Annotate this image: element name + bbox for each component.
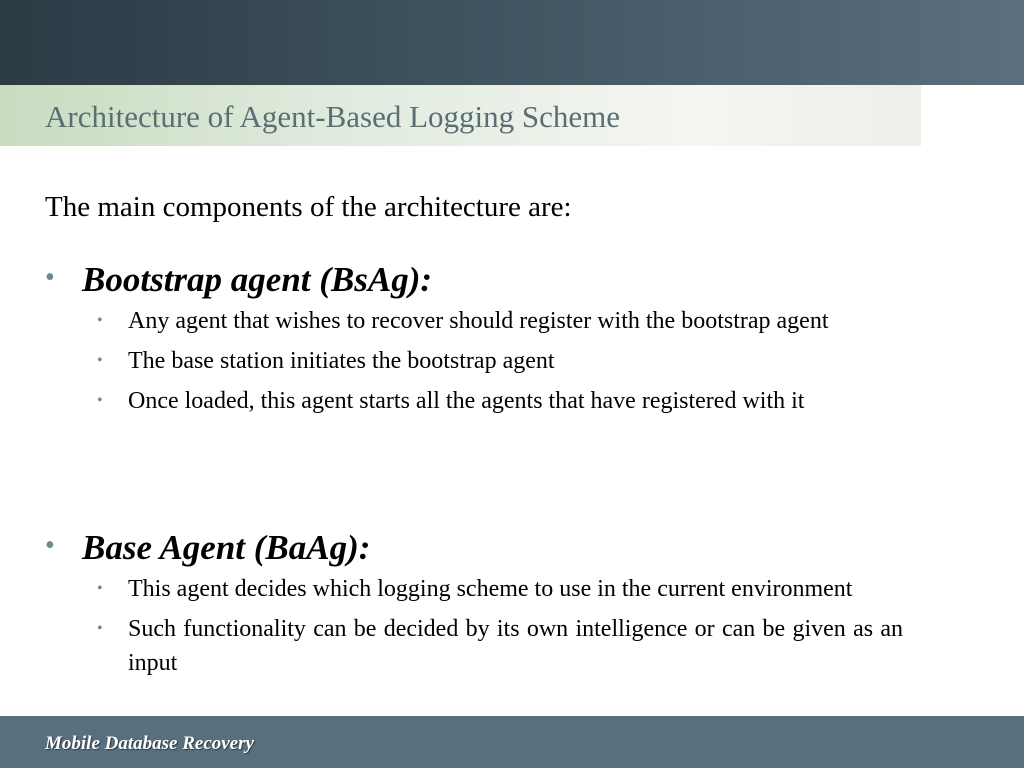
- list-item-text: Any agent that wishes to recover should register with the bootstrap agent: [128, 308, 829, 334]
- section-base-agent: [45, 526, 903, 686]
- bullet-icon: •: [45, 530, 55, 561]
- section-heading: Bootstrap agent (BsAg):: [82, 260, 433, 299]
- header-bar: [0, 0, 1024, 85]
- sub-bullet-icon: •: [97, 352, 103, 369]
- list-item: [45, 344, 903, 378]
- list-item-text: Once loaded, this agent starts all the agents that have registered with it: [128, 388, 805, 414]
- list-item: [45, 304, 903, 338]
- sub-bullet-icon: •: [97, 620, 103, 637]
- sub-bullet-icon: •: [97, 392, 103, 409]
- slide-title: Architecture of Agent-Based Logging Scheme: [45, 99, 621, 134]
- bullet-list: [45, 572, 903, 680]
- list-item-text: This agent decides which logging scheme to use in the current environment: [128, 576, 853, 602]
- list-item: [45, 572, 903, 606]
- footer-title: Mobile Database Recovery: [45, 733, 254, 754]
- sub-bullet-icon: •: [97, 312, 103, 329]
- sub-bullet-icon: •: [97, 580, 103, 597]
- list-item-text: The base station initiates the bootstrap agent: [128, 348, 555, 374]
- section-heading-row: [45, 258, 903, 304]
- section-heading-row: [45, 526, 903, 572]
- section-heading: Base Agent (BaAg):: [82, 528, 371, 567]
- list-item: [45, 612, 903, 680]
- section-bootstrap-agent: [45, 258, 903, 424]
- list-item-text: Such functionality can be decided by its own intelligence or can be given as an input: [128, 616, 903, 676]
- list-item: [45, 384, 903, 418]
- bullet-list: [45, 304, 903, 418]
- intro-text: The main components of the architecture are:: [45, 191, 572, 223]
- bullet-icon: •: [45, 262, 55, 293]
